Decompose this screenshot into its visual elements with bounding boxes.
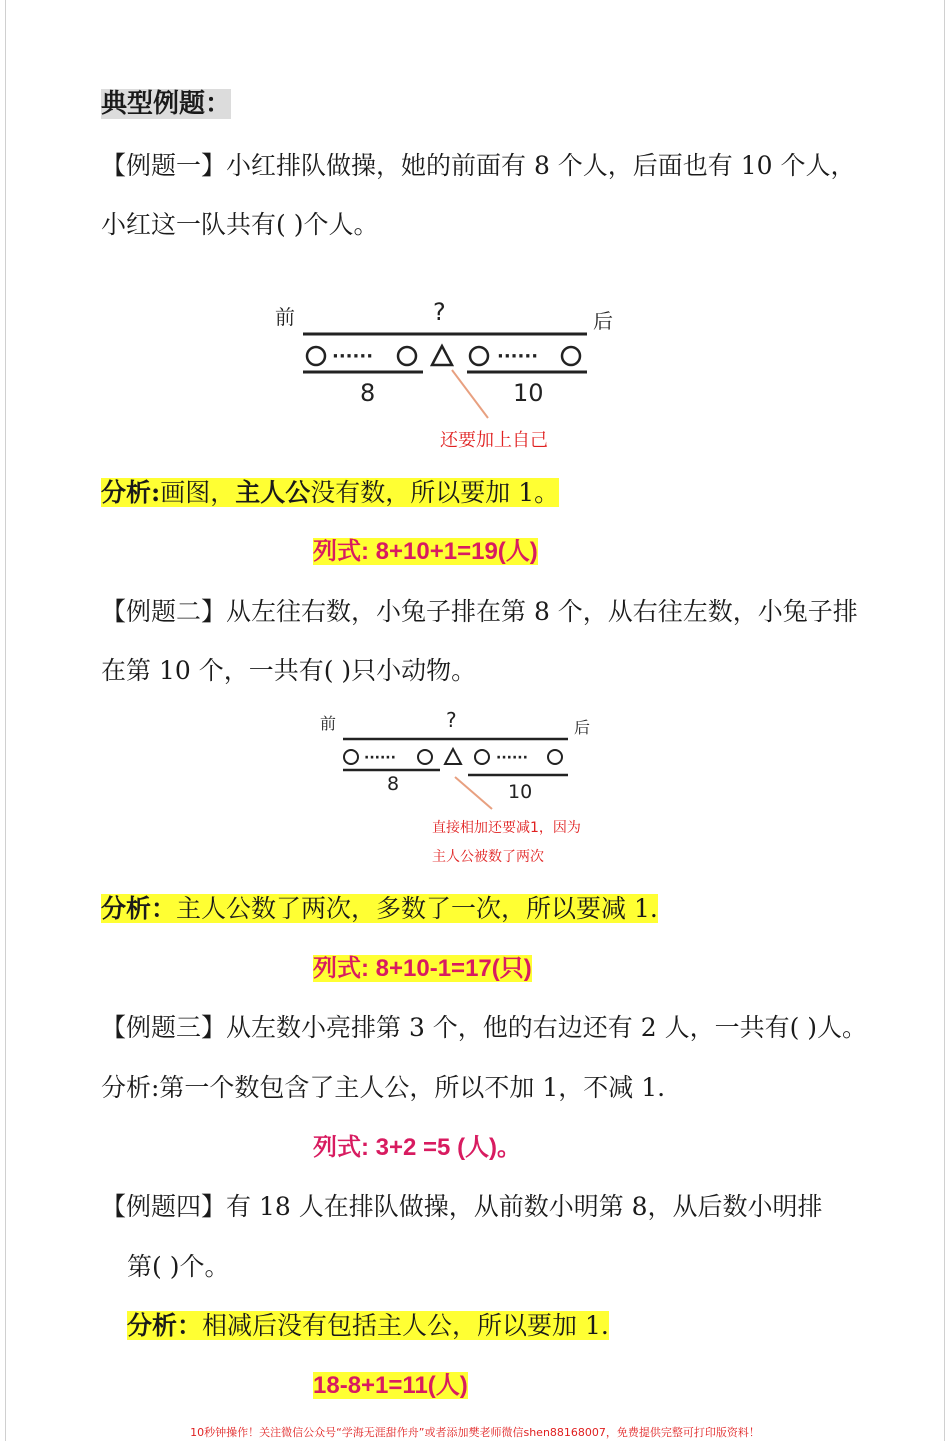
ex2-analysis-text: 主人公数了两次，多数了一次，所以要减 1. xyxy=(176,894,658,923)
section-heading: 典型例题： xyxy=(101,89,232,119)
ex1-analysis-label: 分析: xyxy=(101,478,161,507)
ex1-analysis-c: 没有数，所以要加 1。 xyxy=(310,478,560,507)
ex2-question-line1: 【例题二】从左往右数，小兔子排在第 8 个，从右往左数，小兔子排 xyxy=(101,597,858,626)
ex2-analysis xyxy=(101,891,658,927)
ex4-formula: 18-8+1=11(人) xyxy=(313,1372,468,1399)
ex1-note-pointer xyxy=(452,370,488,418)
ex1-diagram xyxy=(0,290,950,460)
ex4-analysis-text: 相减后没有包括主人公，所以要加 1. xyxy=(202,1311,609,1340)
ex1-analysis-a: 画图， xyxy=(160,478,236,507)
ex4-analysis xyxy=(127,1308,609,1344)
ex2-circle-1 xyxy=(344,750,358,764)
ex2-circle-3 xyxy=(475,750,489,764)
footer-notice: 10秒钟操作！关注微信公众号“学海无涯甜作舟”或者添加樊老师微信shen88168007，免费提供完整可打印版资料！ xyxy=(190,1426,760,1439)
ex1-front-label: 前 xyxy=(275,305,295,329)
ex1-analysis-b: 主人公 xyxy=(235,478,311,507)
ex2-note-line2: 主人公被数了两次 xyxy=(432,849,544,865)
ex4-question-line2: 第( )个。 xyxy=(127,1252,230,1281)
ex3-question: 【例题三】从左数小亮排第 3 个，他的右边还有 2 人，一共有( )人。 xyxy=(101,1013,868,1042)
ex2-protagonist-triangle xyxy=(445,749,461,764)
ex1-circle-3 xyxy=(470,347,488,365)
ex2-dots-right: ······ xyxy=(496,750,528,766)
ex1-dots-left: ······ xyxy=(332,346,374,367)
ex2-back-label: 后 xyxy=(574,718,591,737)
ex2-dots-left: ······ xyxy=(364,750,396,766)
ex3-formula: 列式: 3+2 =5 (人)。 xyxy=(313,1134,522,1161)
ex1-circle-2 xyxy=(398,347,416,365)
ex2-right-count: 10 xyxy=(508,781,533,803)
ex2-question-mark: ? xyxy=(446,708,457,732)
ex2-question-line2: 在第 10 个，一共有( )只小动物。 xyxy=(101,656,477,685)
ex2-circle-4 xyxy=(548,750,562,764)
ex2-front-label: 前 xyxy=(320,714,337,733)
ex3-analysis: 分析:第一个数包含了主人公，所以不加 1，不减 1. xyxy=(101,1073,666,1102)
ex1-formula: 列式: 8+10+1=19(人) xyxy=(313,538,538,565)
ex2-diagram xyxy=(0,705,950,870)
ex1-question-mark: ? xyxy=(433,298,446,326)
ex1-dots-right: ······ xyxy=(497,346,539,367)
ex1-circle-4 xyxy=(562,347,580,365)
ex2-formula: 列式: 8+10-1=17(只) xyxy=(313,955,532,982)
ex1-circle-1 xyxy=(307,347,325,365)
ex1-note: 还要加上自己 xyxy=(440,430,548,451)
ex1-back-label: 后 xyxy=(593,309,613,333)
ex2-note-line1: 直接相加还要减1，因为 xyxy=(432,820,581,836)
ex1-question-line2: 小红这一队共有( )个人。 xyxy=(101,210,379,239)
ex1-protagonist-triangle xyxy=(432,346,452,365)
ex2-circle-2 xyxy=(418,750,432,764)
ex1-left-count: 8 xyxy=(360,379,376,407)
ex1-right-count: 10 xyxy=(513,379,544,407)
ex1-question-line1: 【例题一】小红排队做操，她的前面有 8 个人，后面也有 10 个人， xyxy=(101,151,856,180)
ex1-analysis xyxy=(101,475,559,511)
ex2-note-pointer xyxy=(455,777,492,809)
ex2-analysis-label: 分析： xyxy=(101,894,177,923)
ex2-left-count: 8 xyxy=(387,773,400,795)
ex4-question-line1: 【例题四】有 18 人在排队做操，从前数小明第 8，从后数小明排 xyxy=(101,1192,823,1221)
ex4-analysis-label: 分析： xyxy=(127,1311,203,1340)
